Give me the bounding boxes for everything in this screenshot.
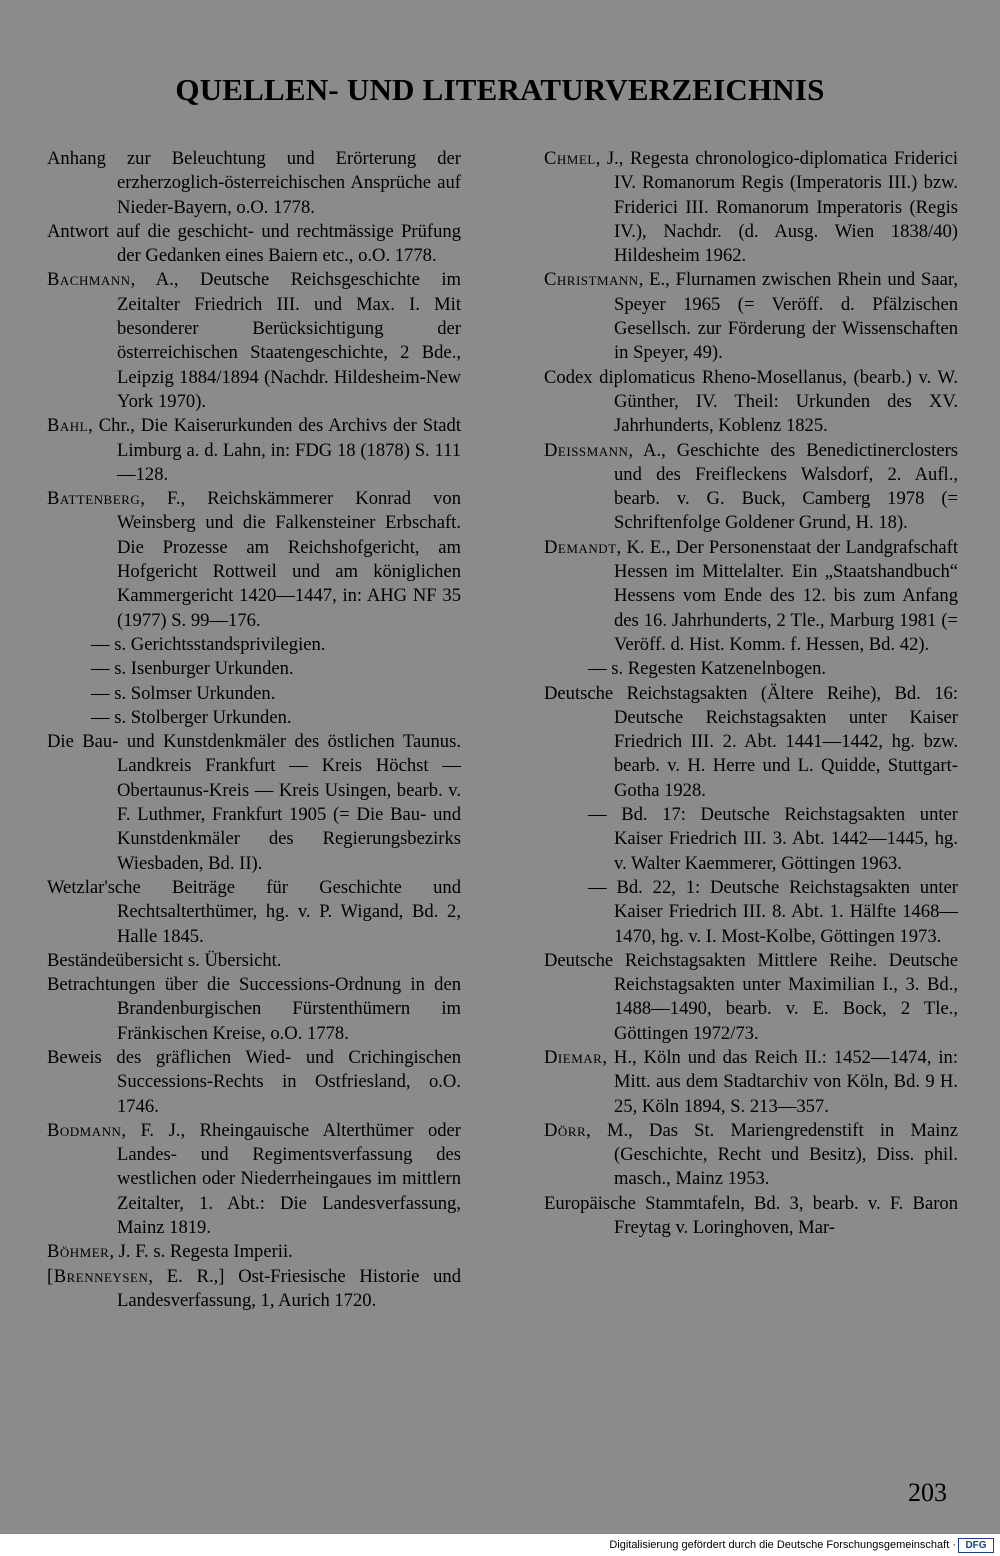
- author-name: Bodmann: [47, 1119, 122, 1141]
- entry-text: — s. Stolberger Urkunden.: [91, 706, 292, 728]
- entry-text: Beweis des gräflichen Wied- und Crichingischen Successions-Rechts in Ostfriesland, o.O. 1746.: [47, 1046, 461, 1117]
- entry-text: — s. Solmser Urkunden.: [91, 682, 276, 704]
- author-name: Chmel: [544, 148, 596, 169]
- entry-text: , E., Flurnamen zwischen Rhein und Saar, Speyer 1965 (= Veröff. d. Pfälzischen Gesellsch. zur Förderung der Wissenschaften in Speyer, 49).: [614, 269, 958, 364]
- entry-text: Deutsche Reichstagsakten Mittlere Reihe. Deutsche Reichstagsakten unter Maximilian I., 3. Bd., 1488—1490, bearb. v. E. Bock, 2 Tle., Göttingen 1972/73.: [544, 949, 958, 1044]
- bibliography-entry: [47, 268, 461, 414]
- bibliography-entry: [47, 1265, 461, 1314]
- entry-text: Die Bau- und Kunstdenkmäler des östlichen Taunus. Landkreis Frankfurt — Kreis Höchst — Obertaunus-Kreis — Kreis Usingen, bearb. v. F. Luthmer, Frankfurt 1905 (= Die Bau- und Kunstdenkmäler des Regierungsbezirks Wiesbaden, Bd. II).: [47, 731, 461, 874]
- page-title: QUELLEN- UND LITERATURVERZEICHNIS: [175, 72, 825, 107]
- entry-text: — s. Isenburger Urkunden.: [91, 658, 294, 680]
- entry-text: , A., Geschichte des Benedictinerclosters und des Freifleckens Walsdorf, 2. Aufl., bearb. v. G. Buck, Camberg 1978 (= Schriftenfolge Goldener Grund, H. 18).: [614, 439, 958, 534]
- entry-text: Anhang zur Beleuchtung und Erörterung der erzherzoglich-österreichischen Ansprüche auf Nieder-Bayern, o.O. 1778.: [47, 148, 461, 218]
- author-name: Demandt: [544, 536, 617, 558]
- entry-text: , H., Köln und das Reich II.: 1452—1474, in: Mitt. aus dem Stadtarchiv von Köln, Bd. 9 H. 25, Köln 1894, S. 213—357.: [602, 1046, 958, 1117]
- entry-text: — s. Regesten Katzenelnbogen.: [588, 658, 827, 680]
- author-name: Dörr: [544, 1119, 587, 1141]
- bibliography-entry: [47, 949, 461, 973]
- author-name: Böhmer: [47, 1241, 110, 1263]
- author-name: Bachmann: [47, 269, 131, 291]
- entry-text: , Chr., Die Kaiserurkunden des Archivs der Stadt Limburg a. d. Lahn, in: FDG 18 (1878) S. 111—128.: [88, 415, 461, 485]
- bibliography-entry: [47, 657, 461, 681]
- author-name: Christmann: [544, 269, 639, 291]
- entry-text: , J., Regesta chronologico-diplomatica Friderici IV. Romanorum Regis (Imperatoris III.) bzw. Friderici III. Romanorum Imperatoris (Regis IV.), Nachdr. (d. Ausg. Wien 1838/40) Hildesheim 1962.: [595, 148, 958, 267]
- entry-text: , K. E., Der Personenstaat der Landgrafschaft Hessen im Mittelalter. Ein „Staatshandbuch“ Hessens vom Ende des 12. bis zum Anfang des 16. Jahrhunderts, 2 Tle., Marburg 1981 (= Veröff. d. Hist. Komm. f. Hessen, Bd. 42).: [614, 536, 958, 655]
- author-name: Diemar: [544, 1046, 603, 1068]
- bibliography-entry: [544, 949, 958, 1046]
- bibliography-entry: [544, 439, 958, 536]
- entry-text: , E. R.,] Ost-Friesische Historie und Landesverfassung, 1, Aurich 1720.: [117, 1265, 461, 1311]
- entry-text: Deutsche Reichstagsakten (Ältere Reihe), Bd. 16: Deutsche Reichstagsakten unter Kaiser Friedrich III. 2. Abt. 1441—1442, hg. bzw. bearb. v. H. Herre und L. Quidde, Stuttgart-Gotha 1928.: [544, 682, 958, 801]
- bibliography-entry: [544, 1046, 958, 1119]
- footer-credit: Digitalisierung gefördert durch die Deutsche Forschungsgemeinschaft ·: [609, 1539, 956, 1551]
- footer-bar: [0, 1534, 1000, 1556]
- entry-text: — Bd. 17: Deutsche Reichstagsakten unter Kaiser Friedrich III. 3. Abt. 1442—1445, hg. v. Walter Kaemmerer, Göttingen 1963.: [588, 804, 958, 874]
- entry-text: Beständeübersicht s. Übersicht.: [47, 949, 282, 971]
- bibliography-entry: [47, 706, 461, 730]
- page-number: 203: [908, 1478, 947, 1507]
- bibliography-entry: [47, 1119, 461, 1240]
- bibliography-entry: [544, 876, 958, 949]
- entry-text: Betrachtungen über die Successions-Ordnung in den Brandenburgischen Fürstenthümern im Fränkischen Kreise, o.O. 1778.: [47, 974, 461, 1044]
- entry-text: Europäische Stammtafeln, Bd. 3, bearb. v. F. Baron Freytag v. Loringhoven, Mar-: [544, 1192, 958, 1239]
- bibliography-entry: [47, 414, 461, 487]
- entry-text: , F. J., Rheingauische Alterthümer oder Landes- und Regimentsverfassung des westlichen oder Niederrheingaues im mittlern Zeitalter, 1. Abt.: Die Landesverfassung, Mainz 1819.: [117, 1119, 461, 1239]
- bibliography-entry: [544, 147, 958, 268]
- author-name: Battenberg: [47, 488, 141, 510]
- bibliography-entry: [47, 876, 461, 949]
- bibliography-entry: [47, 1240, 461, 1264]
- bibliography-entry: [544, 682, 958, 803]
- bibliography-entry: [47, 973, 461, 1046]
- entry-text: , M., Das St. Mariengredenstift in Mainz (Geschichte, Recht und Besitz), Diss. phil. masch., Mainz 1953.: [586, 1119, 958, 1190]
- dfg-logo-icon: DFG: [958, 1538, 994, 1553]
- entry-text: Codex diplomaticus Rheno-Mosellanus, (bearb.) v. W. Günther, IV. Theil: Urkunden des XV. Jahrhunderts, Koblenz 1825.: [544, 366, 958, 437]
- entry-text: — s. Gerichtsstandsprivilegien.: [91, 633, 326, 655]
- bibliography-entry: [47, 220, 461, 269]
- bibliography-entry: [544, 803, 958, 876]
- author-name: Deissmann: [544, 439, 629, 461]
- entry-text: Wetzlar'sche Beiträge für Geschichte und Rechtsalterthümer, hg. v. P. Wigand, Bd. 2, Halle 1845.: [47, 876, 461, 947]
- bibliography-entry: [544, 268, 958, 365]
- author-name: [Brenneysen: [47, 1265, 149, 1287]
- bibliography-entry: [544, 1119, 958, 1192]
- left-column: [47, 147, 461, 1313]
- entry-text: — Bd. 22, 1: Deutsche Reichstagsakten unter Kaiser Friedrich III. 8. Abt. 1. Hälfte 1468—1470, hg. v. I. Most-Kolbe, Göttingen 1973.: [588, 876, 958, 947]
- bibliography-entry: [47, 730, 461, 876]
- bibliography-entry: [47, 633, 461, 657]
- entry-text: , F., Reichskämmerer Konrad von Weinsberg und die Falkensteiner Erbschaft. Die Prozesse am Reichshofgericht, am Hofgericht Rottweil und am königlichen Kammergericht 1420—1447, in: AHG NF 35 (1977) S. 99—176.: [117, 488, 461, 631]
- bibliography-entry: [47, 682, 461, 706]
- entry-text: , A., Deutsche Reichsgeschichte im Zeitalter Friedrich III. und Max. I. Mit besonderer Berücksichtigung der österreichischen Staatengeschichte, 2 Bde., Leipzig 1884/1894 (Nachdr. Hildesheim-New York 1970).: [117, 269, 461, 412]
- bibliography-entry: [544, 1192, 958, 1241]
- bibliography-entry: [47, 1046, 461, 1119]
- bibliography-entry: [47, 487, 461, 633]
- entry-text: Antwort auf die geschicht- und rechtmässige Prüfung der Gedanken eines Baiern etc., o.O. 1778.: [47, 220, 461, 267]
- bibliography-entry: [544, 366, 958, 439]
- entry-text: , J. F. s. Regesta Imperii.: [109, 1241, 293, 1263]
- right-column: [544, 147, 958, 1240]
- author-name: Bahl: [47, 415, 89, 437]
- bibliography-entry: [544, 657, 958, 681]
- bibliography-entry: [544, 536, 958, 657]
- bibliography-entry: [47, 147, 461, 220]
